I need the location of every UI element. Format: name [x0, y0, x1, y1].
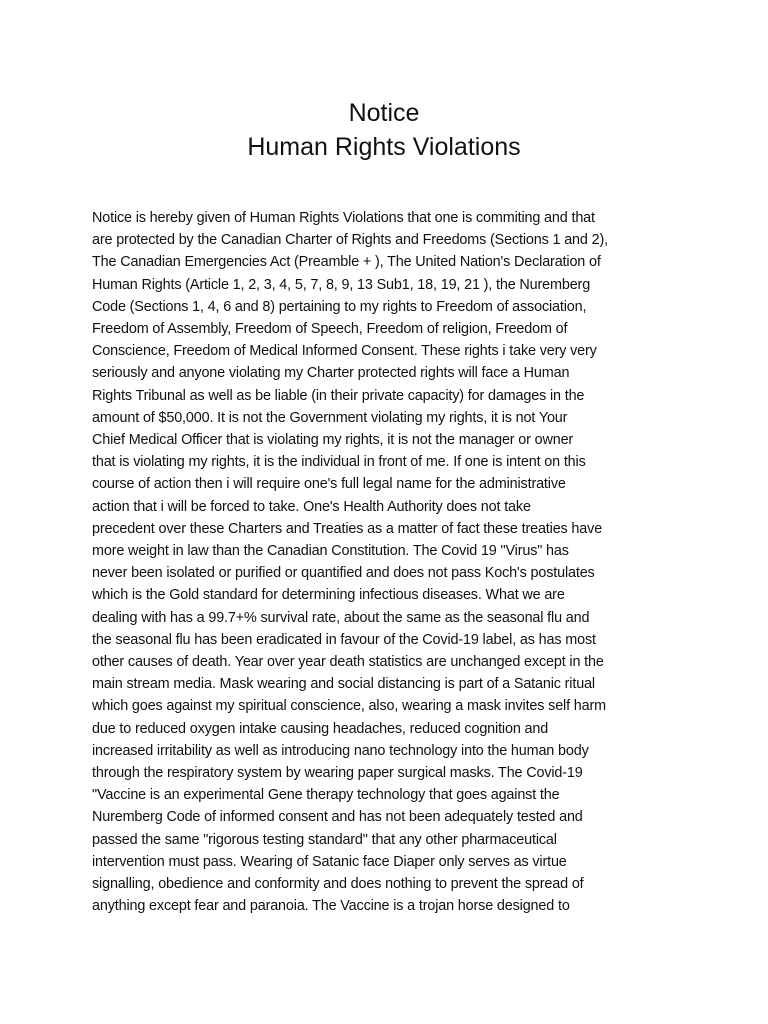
paragraph-line: due to reduced oxygen intake causing headaches, reduced cognition and	[92, 720, 549, 737]
paragraph-line: Nuremberg Code of informed consent and has not been adequately tested and	[92, 809, 583, 826]
paragraph-line: never been isolated or purified or quantified and does not pass Koch's postulates	[92, 565, 595, 582]
paragraph-line: through the respiratory system by wearing paper surgical masks. The Covid-19	[92, 765, 583, 782]
paragraph-line: precedent over these Charters and Treaties as a matter of fact these treaties have	[92, 520, 603, 537]
paragraph-line: increased irritability as well as introducing nano technology into the human body	[92, 742, 589, 759]
paragraph-line: "Vaccine is an experimental Gene therapy technology that goes against the	[92, 787, 560, 804]
title-line-notice: Notice	[348, 99, 420, 127]
paragraph-line: Rights Tribunal as well as be liable (in their private capacity) for damages in the	[92, 387, 585, 404]
paragraph-line: the seasonal flu has been eradicated in favour of the Covid-19 label, as has most	[92, 631, 596, 648]
paragraph-line: more weight in law than the Canadian Constitution. The Covid 19 "Virus" has	[92, 543, 569, 560]
paragraph-line: Chief Medical Officer that is violating my rights, it is not the manager or owner	[92, 432, 574, 449]
paragraph-line: other causes of death. Year over year death statistics are unchanged except in the	[92, 654, 604, 671]
paragraph-line: The Canadian Emergencies Act (Preamble + ), The United Nation's Declaration of	[92, 254, 601, 271]
paragraph-line: which is the Gold standard for determining infectious diseases. What we are	[92, 587, 565, 604]
title-line-human-rights-violations: Human Rights Violations	[247, 133, 521, 161]
paragraph-line: amount of $50,000. It is not the Government violating my rights, it is not Your	[92, 409, 568, 426]
paragraph-line: main stream media. Mask wearing and social distancing is part of a Satanic ritual	[92, 676, 595, 693]
paragraph-line: anything except fear and paranoia. The Vaccine is a trojan horse designed to	[92, 898, 570, 915]
paragraph-line: Notice is hereby given of Human Rights Violations that one is commiting and that	[92, 210, 595, 226]
document-title	[0, 96, 768, 164]
body-paragraph	[92, 207, 684, 918]
paragraph-line: course of action then i will require one's full legal name for the administrative	[92, 476, 566, 493]
paragraph-line: that is violating my rights, it is the individual in front of me. If one is intent on this	[92, 454, 586, 471]
paragraph-line: Human Rights (Article 1, 2, 3, 4, 5, 7, 8, 9, 13 Sub1, 18, 19, 21 ), the Nuremberg	[92, 276, 591, 293]
paragraph-line: seriously and anyone violating my Charter protected rights will face a Human	[92, 365, 570, 382]
paragraph-line: are protected by the Canadian Charter of Rights and Freedoms (Sections 1 and 2),	[92, 232, 608, 249]
paragraph-line: Code (Sections 1, 4, 6 and 8) pertaining to my rights to Freedom of association,	[92, 298, 587, 315]
paragraph-line: Freedom of Assembly, Freedom of Speech, Freedom of religion, Freedom of	[92, 321, 568, 338]
paragraph-line: dealing with has a 99.7+% survival rate, about the same as the seasonal flu and	[92, 609, 590, 626]
paragraph-line: Conscience, Freedom of Medical Informed Consent. These rights i take very very	[92, 343, 597, 360]
paragraph-line: action that i will be forced to take. One's Health Authority does not take	[92, 498, 531, 515]
paragraph-line: intervention must pass. Wearing of Satanic face Diaper only serves as virtue	[92, 853, 567, 870]
paragraph-line: which goes against my spiritual conscience, also, wearing a mask invites self harm	[92, 698, 606, 715]
paragraph-line: passed the same "rigorous testing standard" that any other pharmaceutical	[92, 831, 557, 848]
paragraph-line: signalling, obedience and conformity and does nothing to prevent the spread of	[92, 876, 584, 893]
